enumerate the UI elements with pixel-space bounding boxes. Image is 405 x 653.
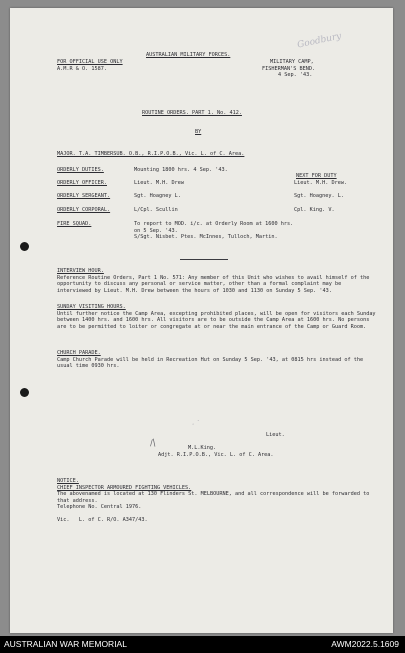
handwritten-annotation: Goodbury	[296, 31, 343, 51]
section-text: Until further notice the Camp Area, excepting prohibited places, will be open for visitors each Sunday between 1400 hrs. and 1600 hrs. All visitors are to be outside the Camp Area at 1600 hrs. No persons are to be permitted to loiter or congregate at or near the main entrance of the Camp or Guard Room.	[57, 310, 376, 330]
location-line-2: FISHERMAN'S BEND.	[262, 65, 316, 72]
location-line-1: MILITARY CAMP,	[270, 59, 314, 65]
duty-next: Lieut. M.H. Drew.	[294, 180, 348, 186]
section-text: Reference Routine Orders, Part 1 No. 571: Any member of this Unit who wishes to avail himself of the opportunity to discuss any personal or service matter, other than a formal complaint may be interviewed by Lieut. M.H. Drew between the hours of 1030 and 1130 on Sunday 5 Sep. '43.	[57, 274, 370, 294]
footer-accession-number: AWM2022.5.1609	[331, 639, 399, 649]
footer-institution: AUSTRALIAN WAR MEMORIAL	[4, 639, 127, 649]
duty-value: To report to MOD. i/c. at Orderly Room at 1600 hrs. on 5 Sep. '43. S/Sgt. Nisbet. Ptes. McInnes, Tulloch, Martin.	[134, 221, 294, 241]
duty-value: Mounting 1800 hrs. 4 Sep. '43.	[134, 167, 228, 173]
footer-bar	[0, 636, 405, 653]
next-for-duty-heading: NEXT FOR DUTY	[296, 173, 337, 179]
duty-label: ORDERLY OFFICER.	[57, 180, 107, 186]
punch-hole	[20, 242, 29, 251]
order-reference: Vic. L. of C. R/O. A347/43.	[57, 517, 148, 523]
notice-label: NOTICE.	[57, 478, 79, 484]
document-page	[10, 8, 393, 633]
section-heading: INTERVIEW HOUR.	[57, 268, 104, 274]
duty-next: Cpl. King. V.	[294, 207, 335, 213]
notice-heading: CHIEF INSPECTOR ARMOURED FIGHTING VEHICLES.	[57, 484, 192, 491]
restriction-label: FOR OFFICIAL USE ONLY	[57, 59, 123, 65]
duty-label: FIRE SQUAD.	[57, 221, 92, 227]
issue-date: 4 Sep. '43.	[278, 72, 313, 79]
punch-hole	[20, 388, 29, 397]
organisation-title: AUSTRALIAN MILITARY FORCES.	[146, 52, 231, 58]
section-divider	[180, 259, 228, 260]
duty-value: Sgt. Hoagney L.	[134, 193, 181, 199]
signatory-position: Adjt. R.I.P.O.B., Vic. L. of C. Area.	[158, 451, 274, 458]
duty-value: Lieut. M.H. Drew	[134, 180, 184, 186]
duty-label: ORDERLY CORPORAL.	[57, 207, 111, 213]
duty-next: Sgt. Hoagney. L.	[294, 193, 344, 199]
signature-mark: · ˙	[191, 419, 201, 429]
notice-text: The abovenamed is located at 130 Flinders St. MELBOURNE, and all correspondence will be forwarded to that address.	[57, 491, 370, 504]
orders-title: ROUTINE ORDERS. PART 1. No. 412.	[142, 110, 242, 116]
by-label: BY	[195, 129, 202, 135]
signatory-name: M.L.King.	[188, 445, 217, 451]
duty-label: ORDERLY SERGEANT.	[57, 193, 111, 199]
section-text: Camp Church Parade will be held in Recreation Hut on Sunday 5 Sep. '43, at 0815 hrs instead of the usual time 0930 hrs.	[57, 356, 364, 370]
duty-label: ORDERLY DUTIES.	[57, 167, 104, 173]
section-heading: CHURCH PARADE.	[57, 350, 101, 356]
duty-value: L/Cpl. Scullin	[134, 207, 178, 213]
restriction-reference: A.M.R & O. 1587.	[57, 65, 107, 72]
signature-mark: /|	[149, 437, 157, 448]
commanding-officer: MAJOR. T.A. TIMBERSUB. O.B., R.I.P.O.B., Vic. L. of C. Area.	[57, 151, 245, 157]
signatory-rank: Lieut.	[266, 432, 285, 438]
notice-phone: Telephone No. Central 1976.	[57, 504, 142, 511]
section-heading: SUNDAY VISITING HOURS.	[57, 304, 126, 310]
